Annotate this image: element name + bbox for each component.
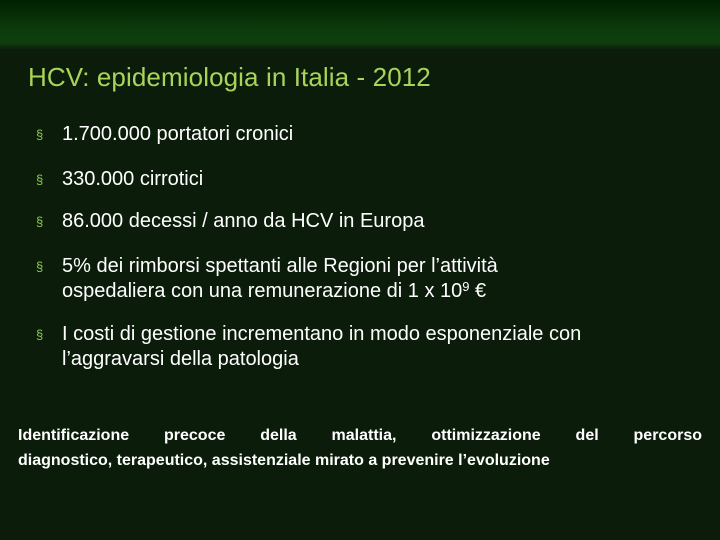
bullet-marker-icon: § xyxy=(36,172,44,187)
footer-statement xyxy=(18,423,702,473)
bullet-text xyxy=(62,254,712,304)
bullet-text xyxy=(62,322,712,372)
footer-line: Identificazione precoce della malattia, ottimizzazione del percorso xyxy=(18,427,702,444)
bullet-marker-icon: § xyxy=(36,127,44,142)
bullet-text: 330.000 cirrotici xyxy=(62,168,204,190)
currency-symbol: € xyxy=(469,280,487,302)
bullet-text-line: l’aggravarsi della patologia xyxy=(62,348,299,370)
bullet-text-line: 5% dei rimborsi spettanti alle Regioni per l’attività xyxy=(62,255,498,277)
bullet-text: 1.700.000 portatori cronici xyxy=(62,123,294,145)
footer-line: diagnostico, terapeutico, assistenziale mirato a prevenire l’evoluzione xyxy=(18,452,550,469)
bullet-text: 86.000 decessi / anno da HCV in Europa xyxy=(62,210,425,232)
slide-title: HCV: epidemiologia in Italia - 2012 xyxy=(28,62,431,92)
bullet-marker-icon: § xyxy=(36,259,44,274)
bullet-marker-icon: § xyxy=(36,214,44,229)
bullet-marker-icon: § xyxy=(36,327,44,342)
bullet-text-line: ospedaliera con una remunerazione di 1 x 10 xyxy=(62,280,463,302)
bullet-text-line: I costi di gestione incrementano in modo esponenziale con xyxy=(62,323,582,345)
exponent: 9 xyxy=(462,279,470,294)
header-band xyxy=(0,0,720,50)
